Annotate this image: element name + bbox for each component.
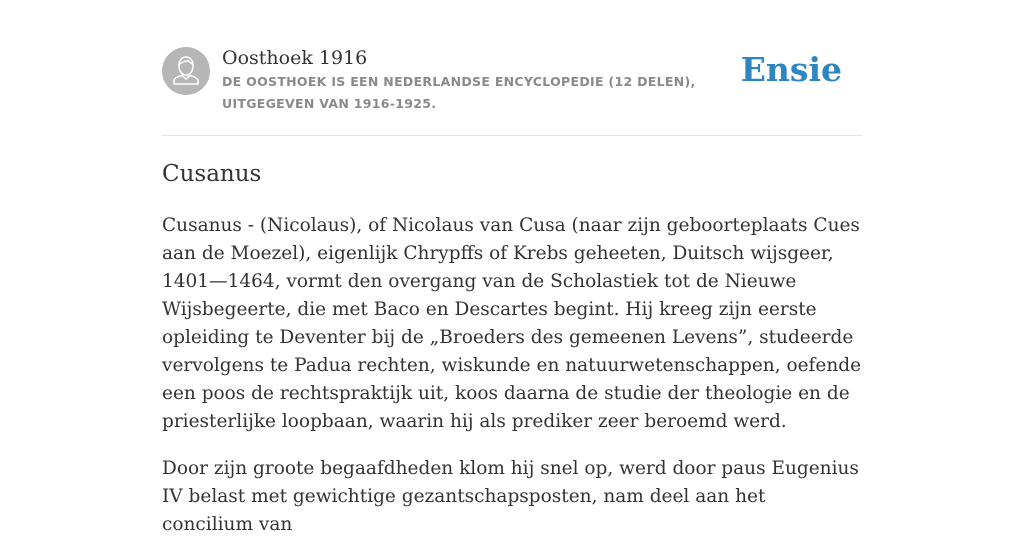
entry-paragraph: Cusanus - (Nicolaus), of Nicolaus van Cusa (naar zijn geboorteplaats Cues aan de Moezel), eigenlijk Chrypffs of Krebs geheeten, Duitsch wijsgeer, 1401—1464, vormt den overgang van de Scholastiek tot de Nieuwe Wijsbegeerte, die met Baco en Descartes begint. Hij kreeg zijn eerste opleiding te Deventer bij de „Broeders des gemeenen Levens”, studeerde vervolgens te Padua rechten, wiskunde en natuurwetenschappen, oefende een poos de rechtspraktijk uit, koos daarna de studie der theologie en de priesterlijke loopbaan, waarin hij als prediker zeer beroemd werd. (162, 215, 862, 432)
source-title[interactable]: Oosthoek 1916 (222, 47, 368, 69)
header-divider (162, 135, 862, 136)
article-page (162, 0, 862, 535)
entry-paragraph: Door zijn groote begaafdheden klom hij snel op, werd door paus Eugenius IV belast met gewichtige gezantschapsposten, nam deel aan het concilium van (162, 458, 859, 535)
source-description: DE OOSTHOEK IS EEN NEDERLANDSE ENCYCLOPEDIE (12 DELEN), UITGEGEVEN VAN 1916-1925. (222, 74, 696, 111)
entry-content (162, 212, 862, 558)
user-avatar-icon[interactable] (162, 47, 210, 95)
source-header (162, 46, 862, 136)
brand-logo[interactable]: Ensie (740, 50, 842, 89)
entry-title: Cusanus (162, 161, 262, 187)
